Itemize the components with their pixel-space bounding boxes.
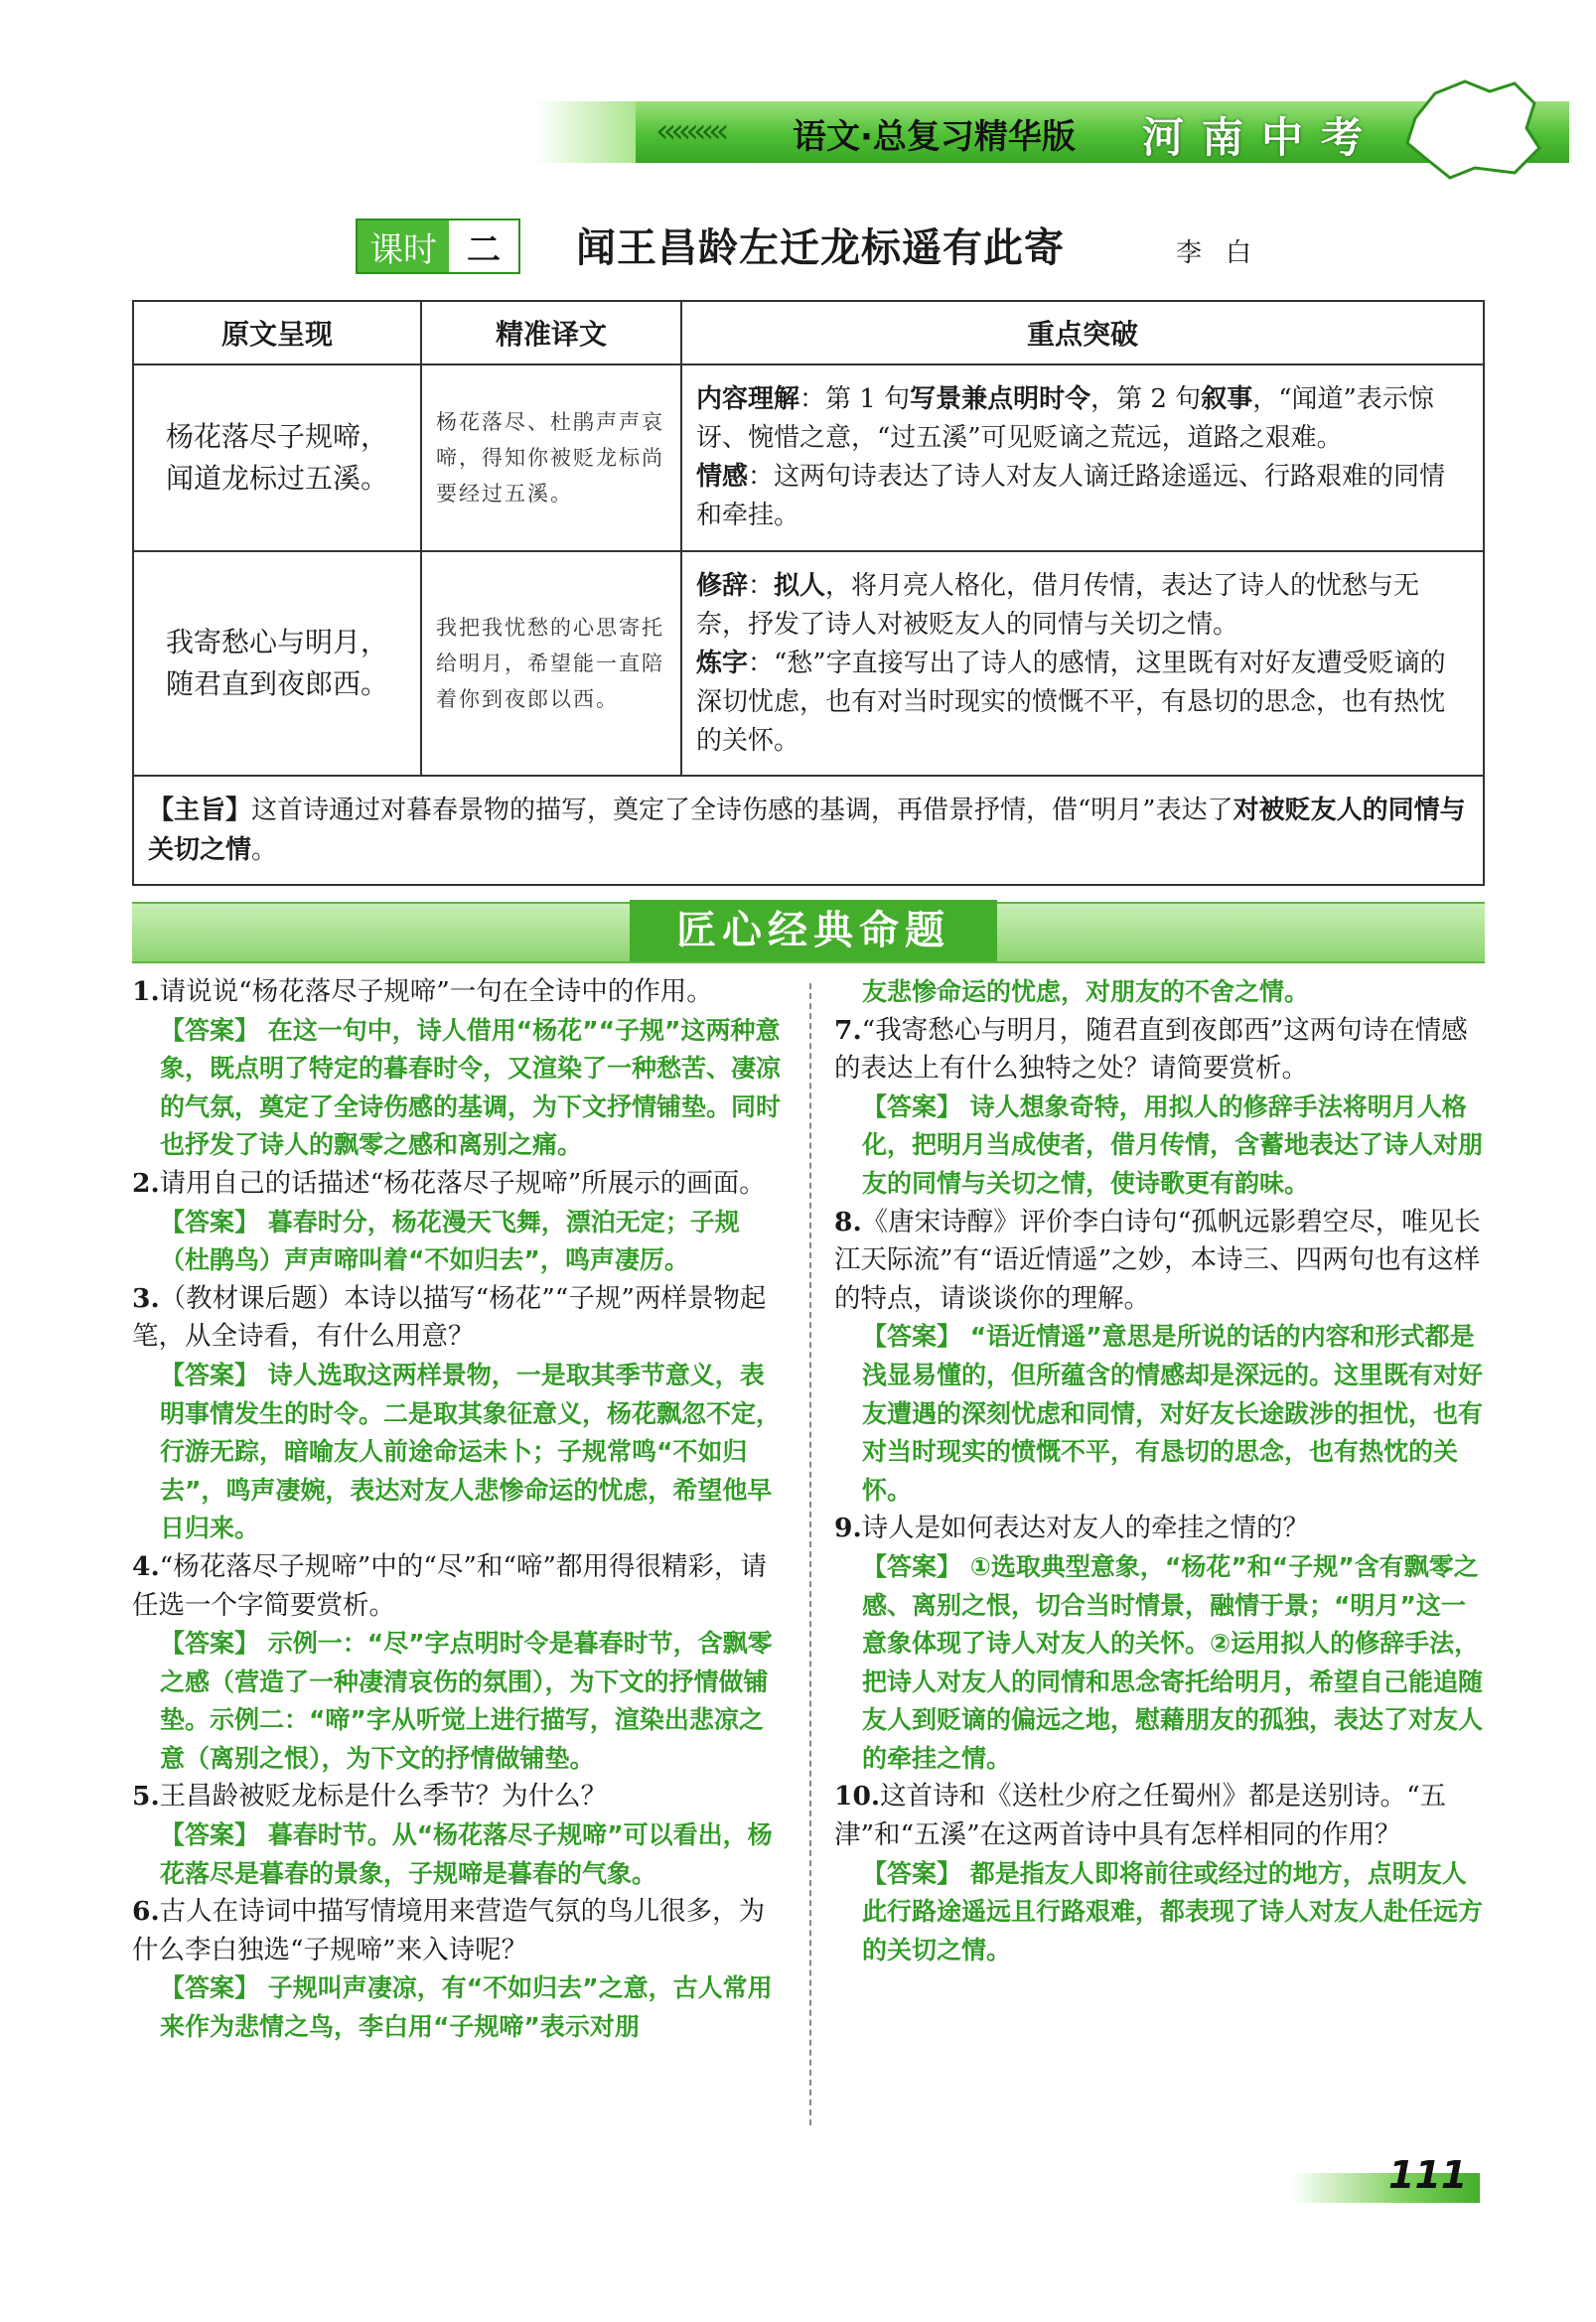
table-row	[133, 551, 1484, 776]
column-header: 精准译文	[421, 301, 681, 364]
answer-text: “语近情遥”意思是所说的话的内容和形式都是浅显易懂的，但所蕴含的情感却是深远的。这里既有对好友遭遇的深刻忧虑和同情，对好友长途跋涉的担忧，也有对当时现实的愤慨不平，有恳切的思念，也有热忱的关怀。	[862, 1322, 1484, 1505]
poem-title: 闻王昌龄左迁龙标遥有此寄	[576, 224, 1065, 271]
answer-text: 暮春时节。从“杨花落尽子规啼”可以看出，杨花落尽是暮春的景象，子规啼是暮春的气象。	[160, 1820, 773, 1888]
theme-cell: 【主旨】这首诗通过对暮春景物的描写，奠定了全诗伤感的基调，再借景抒情，借“明月”表达了对被贬友人的同情与关切之情。	[133, 776, 1484, 885]
question-item: 4.“杨花落尽子规啼”中的“尽”和“啼”都用得很精彩，请任选一个字简要赏析。 【答案】 示例一：“尽”字点明时令是暮春时节，含飘零之感（营造了一种凄清哀伤的氛围），为下文的抒情做铺垫。示例二：“啼”字从听觉上进行描写，渲染出悲凉之意（离别之恨），为下文的抒情做铺垫。	[132, 1550, 773, 1773]
question-item: 10.这首诗和《送杜少府之任蜀州》都是送别诗。“五津”和“五溪”在这两首诗中具有怎样相同的作用？ 【答案】 都是指友人即将前往或经过的地方，点明友人此行路途遥远且行路艰难，都表现了诗人对友人赴任远方的关切之情。	[834, 1781, 1484, 1964]
question-text: “杨花落尽子规啼”中的“尽”和“啼”都用得很精彩，请任选一个字简要赏析。	[132, 1550, 767, 1621]
column-header: 原文呈现	[133, 301, 421, 364]
table-header-row	[133, 301, 1484, 364]
page-number: 111	[1388, 2153, 1468, 2197]
answer-text: 示例一：“尽”字点明时令是暮春时节，含飘零之感（营造了一种凄清哀伤的氛围），为下文的抒情做铺垫。示例二：“啼”字从听觉上进行描写，渲染出悲凉之意（离别之恨），为下文的抒情做铺垫。	[160, 1629, 773, 1773]
focus-cell	[681, 551, 1484, 776]
answer-text: 诗人想象奇特，用拟人的修辞手法将明月人格化，把明月当成使者，借月传情，含蓄地表达了诗人对朋友的同情与关切之情，使诗歌更有韵味。	[862, 1091, 1484, 1198]
answer-continuation: 友悲惨命运的忧虑，对朋友的不舍之情。	[862, 977, 1310, 1006]
chevron-decoration-icon: ‹‹‹‹‹‹‹‹‹	[655, 111, 724, 151]
section-title: 匠心经典命题	[630, 900, 997, 961]
question-text: 诗人是如何表达对友人的牵挂之情的？	[861, 1513, 1310, 1544]
question-item: 6.古人在诗词中描写情境用来营造气氛的鸟儿很多，为什么李白独选“子规啼”来入诗呢？ 【答案】 子规叫声凄凉，有“不如归去”之意，古人常用来作为悲情之鸟，李白用“子规啼”表示对朋	[132, 1896, 773, 2042]
original-text: 杨花落尽子规啼，闻道龙标过五溪。	[133, 364, 421, 551]
question-text: 古人在诗词中描写情境用来营造气氛的鸟儿很多，为什么李白独选“子规啼”来入诗呢？	[132, 1896, 766, 1965]
question-text: 请说说“杨花落尽子规啼”一句在全诗中的作用。	[159, 976, 713, 1007]
translation-text: 我把我忧愁的心思寄托给明月，希望能一直陪着你到夜郎以西。	[421, 551, 681, 776]
question-text: 《唐宋诗醇》评价李白诗句“孤帆远影碧空尽，唯见长江天际流”有“语近情遥”之妙，本诗三、四两句也有这样的特点，请谈谈你的理解。	[834, 1206, 1481, 1314]
answer-text: 暮春时分，杨花漫天飞舞，漂泊无定；子规（杜鹃鸟）声声啼叫着“不如归去”，鸣声凄厉。	[160, 1207, 740, 1275]
lesson-tag	[356, 218, 520, 274]
lesson-label: 课时	[358, 220, 449, 272]
answer-text: 在这一句中，诗人借用“杨花”“子规”这两种意象，既点明了特定的暮春时令，又渲染了一种愁苦、凄凉的气氛，奠定了全诗伤感的基调，为下文抒情铺垫。同时也抒发了诗人的飘零之感和离别之痛。	[160, 1015, 782, 1160]
focus-item: 炼字：“愁”字直接写出了诗人的感情，这里既有对好友遭受贬谪的深切忧虑，也有对当时现实的愤慨不平，有恳切的思念，也有热忱的关怀。	[696, 648, 1446, 756]
henan-map-icon	[1395, 73, 1544, 183]
question-item: 3.（教材课后题）本诗以描写“杨花”“子规”两样景物起笔，从全诗看，有什么用意？ 【答案】 诗人选取这两样景物，一是取其季节意义，表明事情发生的时令。二是取其象征意义，杨花飘忽不定，行游无踪，暗喻友人前途命运未卜；子规常鸣“不如归去”，鸣声凄婉，表达对友人悲惨命运的忧虑，希望他早日归来。	[132, 1282, 782, 1543]
poem-analysis-table	[132, 300, 1485, 886]
lesson-number: 二	[449, 220, 518, 272]
question-item: 9.诗人是如何表达对友人的牵挂之情的？ 【答案】 ①选取典型意象，“杨花”和“子规”含有飘零之感、离别之恨，切合当时情景，融情于景；“明月”这一意象体现了诗人对友人的关怀。②运用拟人的修辞手法，把诗人对友人的同情和思念寄托给明月，希望自己能追随友人到贬谪的偏远之地，慰藉朋友的孤独，表达了对友人的牵挂之情。	[834, 1513, 1484, 1773]
original-text: 我寄愁心与明月，随君直到夜郎西。	[133, 551, 421, 776]
theme-row	[133, 776, 1484, 885]
questions-right-column	[834, 973, 1486, 1969]
questions-left-column	[132, 973, 788, 2047]
question-item: 1.请说说“杨花落尽子规啼”一句在全诗中的作用。 【答案】 在这一句中，诗人借用“杨花”“子规”这两种意象，既点明了特定的暮春时令，又渲染了一种愁苦、凄凉的气氛，奠定了全诗伤感的基调，为下文抒情铺垫。同时也抒发了诗人的飘零之感和离别之痛。	[132, 976, 782, 1160]
question-item: 8.《唐宋诗醇》评价李白诗句“孤帆远影碧空尽，唯见长江天际流”有“语近情遥”之妙，本诗三、四两句也有这样的特点，请谈谈你的理解。 【答案】 “语近情遥”意思是所说的话的内容和形式都是浅显易懂的，但所蕴含的情感却是深远的。这里既有对好友遭遇的深刻忧虑和同情，对好友长途跋涉的担忧，也有对当时现实的愤慨不平，有恳切的思念，也有热忱的关怀。	[834, 1206, 1484, 1505]
question-text: （教材课后题）本诗以描写“杨花”“子规”两样景物起笔，从全诗看，有什么用意？	[132, 1282, 767, 1353]
header-subtitle: 语文·总复习精华版	[793, 117, 1076, 157]
focus-item: 内容理解：第 1 句写景兼点明时令，第 2 句叙事，“闻道”表示惊讶、惋惜之意，“过五溪”可见贬谪之荒远，道路之艰难。	[696, 384, 1434, 453]
translation-text: 杨花落尽、杜鹃声声哀啼，得知你被贬龙标尚要经过五溪。	[421, 364, 681, 551]
question-item: 7.“我寄愁心与明月，随君直到夜郎西”这两句诗在情感的表达上有什么独特之处？请简要赏析。 【答案】 诗人想象奇特，用拟人的修辞手法将明月人格化，把明月当成使者，借月传情，含蓄地表达了诗人对朋友的同情与关切之情，使诗歌更有韵味。	[834, 1014, 1484, 1198]
focus-cell	[681, 364, 1484, 551]
column-header: 重点突破	[681, 301, 1484, 364]
focus-item: 修辞：拟人，将月亮人格化，借月传情，表达了诗人的忧愁与无奈，抒发了诗人对被贬友人的同情与关切之情。	[696, 570, 1420, 640]
answer-text: 都是指友人即将前往或经过的地方，点明友人此行路途遥远且行路艰难，都表现了诗人对友人赴任远方的关切之情。	[862, 1858, 1484, 1964]
answer-text: 子规叫声凄凉，有“不如归去”之意，古人常用来作为悲情之鸟，李白用“子规啼”表示对朋	[160, 1973, 773, 2042]
question-text: “我寄愁心与明月，随君直到夜郎西”这两句诗在情感的表达上有什么独特之处？请简要赏析。	[834, 1014, 1468, 1085]
answer-text: 诗人选取这两样景物，一是取其季节意义，表明事情发生的时令。二是取其象征意义，杨花飘忽不定，行游无踪，暗喻友人前途命运未卜；子规常鸣“不如归去”，鸣声凄婉，表达对友人悲惨命运的忧虑，希望他早日归来。	[160, 1360, 782, 1543]
question-text: 这首诗和《送杜少府之任蜀州》都是送别诗。“五津”和“五溪”在这两首诗中具有怎样相同的作用？	[834, 1781, 1447, 1851]
question-item: 2.请用自己的话描述“杨花落尽子规啼”所展示的画面。 【答案】 暮春时分，杨花漫天飞舞，漂泊无定；子规（杜鹃鸟）声声啼叫着“不如归去”，鸣声凄厉。	[132, 1167, 766, 1275]
table-row	[133, 364, 1484, 551]
answer-text: ①选取典型意象，“杨花”和“子规”含有飘零之感、离别之恨，切合当时情景，融情于景；“明月”这一意象体现了诗人对友人的关怀。②运用拟人的修辞手法，把诗人对友人的同情和思念寄托给明月，希望自己能追随友人到贬谪的偏远之地，慰藉朋友的孤独，表达了对友人的牵挂之情。	[862, 1551, 1484, 1773]
question-text: 王昌龄被贬龙标是什么季节？为什么？	[159, 1781, 608, 1813]
question-text: 请用自己的话描述“杨花落尽子规啼”所展示的画面。	[159, 1167, 766, 1199]
column-divider	[809, 983, 811, 2125]
focus-item: 情感：这两句诗表达了诗人对友人谪迁路途遥远、行路艰难的同情和牵挂。	[696, 462, 1446, 530]
question-item: 5.王昌龄被贬龙标是什么季节？为什么？ 【答案】 暮春时节。从“杨花落尽子规啼”可以看出，杨花落尽是暮春的景象，子规啼是暮春的气象。	[132, 1781, 773, 1888]
header-title: 河南中考	[1142, 113, 1381, 162]
poem-author: 李白	[1176, 238, 1276, 268]
